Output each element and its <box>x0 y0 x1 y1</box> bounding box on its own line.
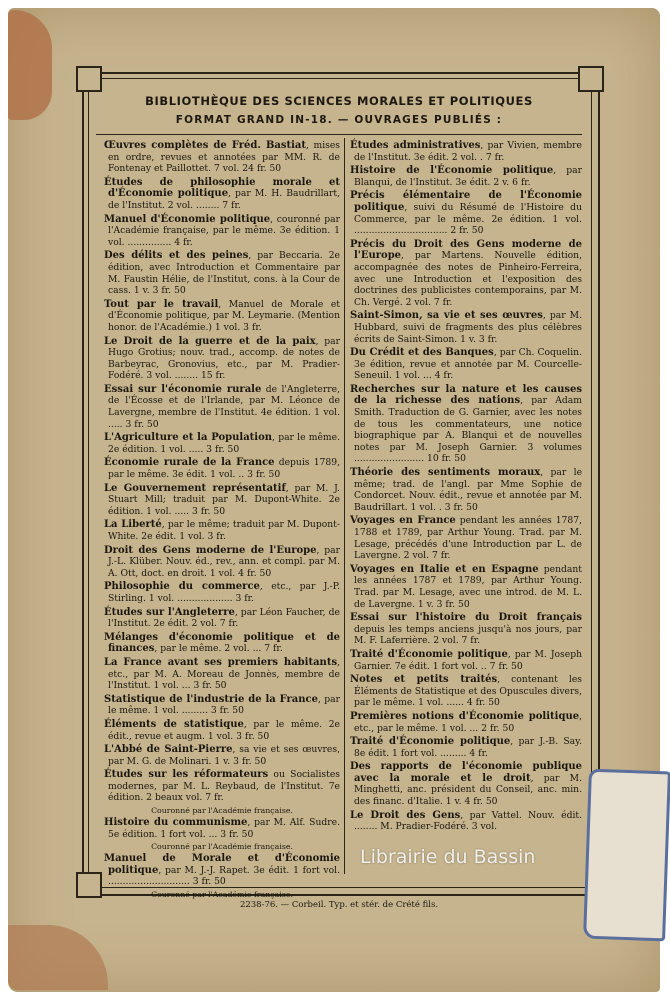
book-title: Études de philosophie morale et d'Économie politique <box>104 176 340 200</box>
catalog-entry <box>350 239 582 309</box>
catalog-entry <box>350 761 582 807</box>
book-title: Le Droit des Gens <box>350 809 461 821</box>
left-column <box>104 140 340 901</box>
book-title: Histoire de l'Économie politique <box>350 165 554 177</box>
catalog-entry <box>350 467 582 513</box>
book-title: Notes et petits traités <box>350 674 498 686</box>
book-details: depuis 1789, par le même. 3e édit. 1 vol. .. 3 fr. 50 <box>108 457 340 481</box>
book-title: Essai sur l'histoire du Droit français <box>350 612 582 624</box>
book-details: , par M. Minghetti, anc. président du Conseil, anc. min. des financ. d'Italie. 1 v. 4 fr. 50 <box>354 772 582 808</box>
book-details: ou Socialistes modernes, par M. L. Reybaud, de l'Institut. 7e édition. 2 beaux vol. 7 fr. <box>108 769 340 804</box>
book-details: , Manuel de Morale et d'Économie politique, par M. Leymarie. (Mention honor. de l'Académie.) 1 vol. 3 fr. <box>108 298 340 333</box>
book-title: Le Droit de la guerre et de la paix <box>104 335 316 347</box>
book-details: , par le même. 1 vol. ......... 3 fr. 50 <box>108 693 340 717</box>
catalog-entry <box>104 581 340 604</box>
catalog-entry <box>104 432 340 455</box>
catalog-entry <box>104 483 340 518</box>
frame-corner-ornament <box>578 66 604 92</box>
catalog-entry <box>350 810 582 833</box>
catalog-entry <box>104 140 340 175</box>
catalog-entry <box>104 384 340 430</box>
catalog-entry <box>104 719 340 742</box>
catalog-entry <box>350 515 582 561</box>
catalog-entry <box>104 519 340 542</box>
catalog-entry <box>350 649 582 672</box>
book-details: , contenant les Éléments de Statistique et des Opuscules divers, par le même. 1 vol. ...... 4 fr. 50 <box>354 674 582 709</box>
book-details: , par J.-L. Klüber. Nouv. éd., rev., ann. et compl. par M. A. Ott, doct. en droit. 1 vol. 4 fr. 50 <box>108 544 341 579</box>
catalog-entry <box>104 336 340 382</box>
frame-corner-ornament <box>76 872 102 898</box>
book-title: Manuel d'Économie politique <box>104 213 271 225</box>
catalog-entry <box>104 545 340 580</box>
series-title: BIBLIOTHÈQUE DES SCIENCES MORALES ET POLITIQUES <box>145 94 533 108</box>
book-details: , mises en ordre, revues et annotées par MM. R. de Fontenay et Paillottet. 7 vol. 24 fr. 50 <box>108 140 341 175</box>
catalog-entry <box>350 711 582 734</box>
book-details: depuis les temps anciens jusqu'à nos jours, par M. F. Laferrière. 2 vol. 7 fr. <box>354 623 582 647</box>
book-details: de l'Angleterre, de l'Écosse et de l'Irlande, par M. Léonce de Lavergne, membre de l'Institut. 4e édition. 1 vol. ..... 3 fr. 50 <box>108 383 341 430</box>
book-title: L'Agriculture et la Population <box>104 432 273 444</box>
catalog-entry <box>350 140 582 163</box>
award-note: Couronné par l'Académie française. <box>151 842 293 852</box>
book-details: , par Beccaria. 2e édition, avec Introduction et Commentaire par M. Faustin Hélie, de l'Institut, cons. à la Cour de cass. 1 v. 3 fr. 50 <box>108 250 340 297</box>
book-details: , etc., par J.-P. Stirling. 1 vol. ................... 3 fr. <box>108 581 341 604</box>
header <box>96 94 582 126</box>
catalog-entry <box>104 694 340 717</box>
right-column <box>350 140 582 835</box>
book-details: , etc., par le même. 1 vol. ... 2 fr. 50 <box>354 710 582 734</box>
book-title: Économie rurale de la France <box>104 457 275 469</box>
book-details: , par Blanqui, de l'Institut. 3e édit. 2 v. 6 fr. <box>354 165 583 188</box>
book-title: L'Abbé de Saint-Pierre <box>104 744 233 756</box>
book-details: , par Vattel. Nouv. édit. ........ M. Pradier-Fodéré. 3 vol. <box>354 809 583 833</box>
book-details: , par Ch. Coquelin. 3e édition, revue et annotée par M. Courcelle-Seneuil. 1 vol. ... 4 fr. <box>354 347 583 382</box>
book-details: , par M. Joseph Garnier. 7e édit. 1 fort vol. .. 7 fr. 50 <box>354 648 582 672</box>
catalog-entry <box>350 384 582 465</box>
book-title: Traité d'Économie politique <box>350 736 511 748</box>
book-details: pendant les années 1787, 1788 et 1789, par Arthur Young. Trad. par M. Lesage, précédés d'une Introduction par L. de Lavergne. 2 vol. 7 fr. <box>354 515 582 562</box>
award-note: Couronné par l'Académie française. <box>151 806 293 816</box>
watermark: Librairie du Bassin <box>360 846 536 868</box>
book-details: , sa vie et ses œuvres, par M. G. de Molinari. 1 v. 3 fr. 50 <box>108 744 341 767</box>
header-rule <box>96 134 582 135</box>
catalog-entry <box>350 347 582 382</box>
catalog-entry <box>104 744 340 767</box>
book-title: Voyages en Italie et en Espagne <box>350 563 539 575</box>
catalog-entry <box>104 657 340 692</box>
book-title: Droit des Gens moderne de l'Europe <box>104 544 317 556</box>
book-details: , par Vivien, membre de l'Institut. 3e édit. 2 vol. . 7 fr. <box>354 140 582 163</box>
book-details: , par M. Alf. Sudre. 5e édition. 1 fort vol. ... 3 fr. 50 <box>108 817 340 840</box>
printer-imprint: 2238-76. — Corbeil. Typ. et stér. de Crété fils. <box>239 900 439 910</box>
catalog-entry <box>104 632 340 655</box>
book-details: , par le même; traduit par M. Dupont-White. 2e édit. 1 vol. 3 fr. <box>108 519 340 542</box>
book-title: Manuel de Morale et d'Économie politique <box>104 853 340 876</box>
catalog-entry <box>350 564 582 610</box>
book-title: Statistique de l'industrie de la France <box>104 693 319 705</box>
book-title: Le Gouvernement représentatif <box>104 482 286 494</box>
book-title: Études sur les réformateurs <box>104 769 269 781</box>
catalog-entry <box>350 165 582 188</box>
book-title: La France avant ses premiers habitants <box>104 656 338 668</box>
book-title: Précis élémentaire de l'Économie politique <box>350 190 582 213</box>
book-details: , par le même. 2e édition. 1 vol. ..... 3 fr. 50 <box>108 432 340 455</box>
book-title: Études administratives <box>350 140 481 151</box>
book-title: Saint-Simon, sa vie et ses œuvres <box>350 310 543 322</box>
book-details: , par M. Hubbard, suivi de fragments des plus célèbres écrits de Saint-Simon. 1 v. 3 fr. <box>354 310 582 345</box>
award-note: Couronné par l'Académie française. <box>151 890 293 900</box>
book-title: Histoire du communisme <box>104 817 248 829</box>
book-title: Voyages en France <box>350 515 456 527</box>
catalog-entry <box>350 612 582 647</box>
book-title: La Liberté <box>104 519 162 531</box>
book-details: , suivi du Résumé de l'Histoire du Commerce, par le même. 2e édition. 1 vol. ................................ 2 fr. 50 <box>354 201 582 237</box>
book-title: Mélanges d'économie politique et de finances <box>104 631 340 655</box>
book-title: Des rapports de l'économie publique avec la morale et le droit <box>350 761 582 784</box>
frame-corner-ornament <box>76 66 102 92</box>
catalog-entry <box>104 457 340 480</box>
catalog-entry <box>104 607 340 630</box>
book-details: , par M. J.-J. Rapet. 3e édit. 1 fort vol. ............................ 3 fr. 50 <box>108 864 340 888</box>
book-details: , par Hugo Grotius; nouv. trad., accomp. de notes de Barbeyrac, Gronovius, etc., par M. Pradier-Fodéré. 3 vol. ........ 15 fr. <box>108 335 341 382</box>
book-title: Tout par le travail <box>104 298 219 310</box>
catalog-entry <box>350 190 582 236</box>
book-title: Premières notions d'Économie politique <box>350 710 580 722</box>
book-title: Essai sur l'économie rurale <box>104 383 262 395</box>
book-details: , etc., par M. A. Moreau de Jonnès, membre de l'Institut. 1 vol. ... 3 fr. 50 <box>108 656 340 692</box>
book-details: , par le même; trad. de l'angl. par Mme Sophie de Condorcet. Nouv. édit., revue et annotée par M. Baudrillart. 1 vol. . 3 fr. 50 <box>354 467 583 513</box>
book-details: , par le même. 2 vol. ... 7 fr. <box>154 643 283 655</box>
book-details: , par M. J. Stuart Mill; traduit par M. Dupont-White. 2e édition. 1 vol. ..... 3 fr. 50 <box>108 482 340 517</box>
book-title: Précis du Droit des Gens moderne de l'Europe <box>350 238 582 262</box>
paper-stain-top <box>8 10 52 120</box>
book-details: , par M. H. Baudrillart, de l'Institut. 2 vol. ........ 7 fr. <box>108 188 340 211</box>
book-details: pendant les années 1787 et 1789, par Arthur Young. Trad. par M. Lesage, avec une introd. de M. L. de Lavergne. 1 v. 3 fr. 50 <box>354 563 583 610</box>
catalog-entry <box>350 736 582 759</box>
catalog-entry <box>104 250 340 296</box>
catalog-entry <box>104 214 340 249</box>
book-details: , couronné par l'Académie française, par le même. 3e édition. 1 vol. ............... 4 fr. <box>108 213 340 248</box>
book-title: Des délits et des peines <box>104 250 249 262</box>
series-subtitle: FORMAT GRAND IN-18. — OUVRAGES PUBLIÉS : <box>175 114 503 126</box>
book-title: Études sur l'Angleterre <box>104 606 235 618</box>
catalog-entry <box>104 769 340 804</box>
book-details: , par Martens. Nouvelle édition, accompagnée des notes de Pinheiro-Ferreira, avec une Introduction et l'exposition des doctrines des publicistes contemporains, par M. Ch. Vergé. 2 vol. 7 fr. <box>354 250 582 308</box>
catalog-entry <box>104 299 340 334</box>
book-title: Théorie des sentiments moraux <box>350 467 541 479</box>
catalog-entry <box>104 177 340 212</box>
book-title: Œuvres complètes de Fréd. Bastiat <box>104 140 307 151</box>
book-title: Éléments de statistique <box>104 718 244 730</box>
catalog-entry <box>104 817 340 840</box>
catalog-entry <box>350 310 582 345</box>
book-details: , par Adam Smith. Traduction de G. Garnier, avec les notes de tous les commentateurs, une notice biographique par A. Blanqui et de nouvelles notes par M. Joseph Garnier. 3 volumes ........................ 10 fr. 50 <box>354 395 582 465</box>
book-title: Traité d'Économie politique <box>350 648 508 660</box>
book-title: Recherches sur la nature et les causes de la richesse des nations <box>350 383 582 407</box>
book-title: Du Crédit et des Banques <box>350 347 494 359</box>
book-details: , par Léon Faucher, de l'Institut. 2e édit. 2 vol. 7 fr. <box>108 606 340 630</box>
catalog-entry <box>350 674 582 709</box>
book-details: , par J.-B. Say. 8e édit. 1 fort vol. ......... 4 fr. <box>354 736 583 759</box>
column-divider <box>344 138 345 874</box>
catalog-entry <box>104 853 340 888</box>
book-title: Philosophie du commerce <box>104 581 260 593</box>
book-details: , par le même. 2e édit., revue et augm. 1 vol. 3 fr. 50 <box>108 718 340 742</box>
